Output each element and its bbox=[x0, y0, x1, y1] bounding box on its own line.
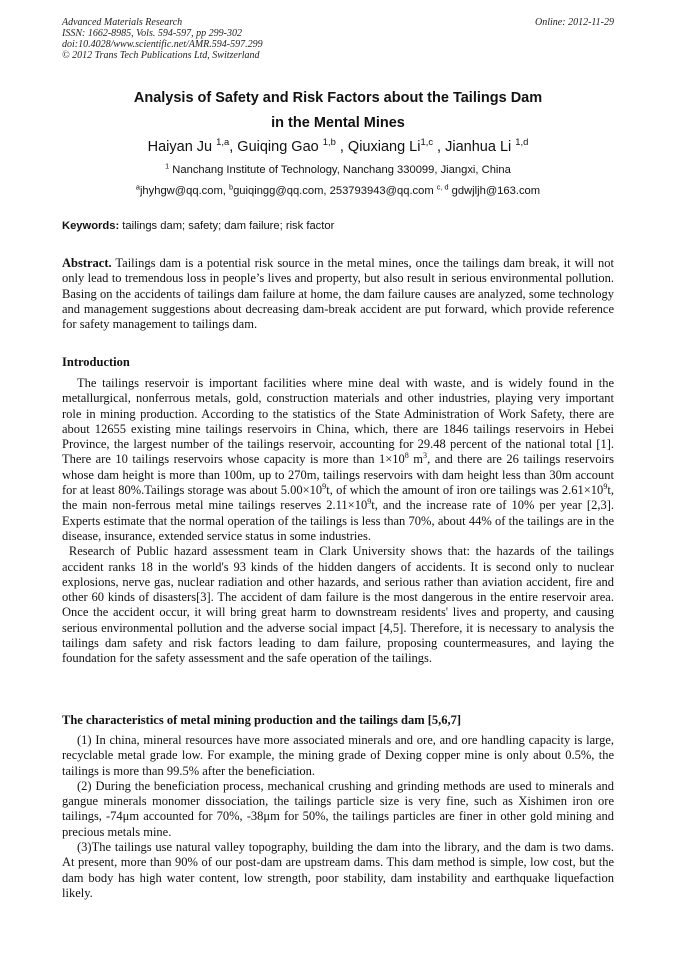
abstract-text: Tailings dam is a potential risk source in the metal mines, once the tailings dam break, it will not only lead to tremendous loss in people’s lives and property, but also result in serious environmental pollution. Basing on the accidents of tailings dam failure at home, the dam failure causes are analyzed, some technology and management suggestions about decreasing dam-break accident are put forward, which provide reference for safety management to tailings dam. bbox=[62, 256, 614, 332]
text-run: t, and the increase rate of 10% per year [2,3]. Experts estimate that the normal operation of the tailings is less than 70%, about 44% of the tailings are in the disease, insurance, extended service status in some industries. bbox=[62, 498, 614, 543]
author-list bbox=[62, 137, 614, 157]
paragraph: Research of Public hazard assessment team in Clark University shows that: the hazards of the tailings accident ranks 18 in the world's 93 kinds of the hidden dangers of accidents. It is second only to nuclear explosions, nerve gas, nuclear radiation and other hazards, and serious rather than aviation accident, fire and other 60 kinds of disasters[3]. The accident of dam failure is the most dangerous in the entire reservoir area. Once the accident occur, it will bring great harm to downstream residents' lives and property, and causing serious environmental pollution and the adverse social impact [4,5]. Therefore, it is necessary to analysis the tailings dam safety and risk factors leading to dam failure, proposing countermeasures, and laying the foundation for the safety assessment and the safe operation of the tailings. bbox=[62, 544, 614, 666]
text-run: The tailings reservoir is important facilities where mine deal with waste, and is widely found in the metallurgical, nonferrous metals, gold, construction materials and other industries, playing very important role in mining production. According to the statistics of the State Administration of Work Safety, there are about 12655 existing mine tailings reservoirs in China, which, there are 1846 tailings reservoirs in Hebei Province, the largest number of the tailings reservoir, accounting for 29.48 percent of the national total [1]. There are 10 tailings reservoirs whose capacity is more than 1×10 bbox=[62, 376, 614, 467]
doi-line: doi:10.4028/www.scientific.net/AMR.594-597.299 bbox=[62, 39, 263, 50]
affiliation bbox=[62, 163, 614, 177]
keywords bbox=[62, 219, 614, 233]
author-emails bbox=[62, 184, 614, 198]
copyright-line: © 2012 Trans Tech Publications Ltd, Switzerland bbox=[62, 50, 260, 61]
author-affiliation-mark: 1,b bbox=[322, 136, 336, 148]
superscript: 9 bbox=[603, 481, 608, 491]
email-text: gdwjljh@163.com bbox=[448, 185, 541, 197]
author-affiliation-mark: 1,a bbox=[216, 136, 230, 148]
paragraph: (1) In china, mineral resources have more associated minerals and ore, and ore handling capacity is large, recyclable metal grade low. For example, the mining grade of Dexing copper mine is only about 0.5%, the tailings is more than 99.5% after the beneficiation. bbox=[62, 733, 614, 778]
paper-title-line-2: in the Mental Mines bbox=[271, 115, 405, 131]
email-mark: c, d bbox=[436, 182, 449, 192]
superscript: 9 bbox=[322, 481, 327, 491]
paragraph: (2) During the beneficiation process, mechanical crushing and grinding methods are used to minerals and gangue minerals monomer dissociation, the tailings particle size is very fine, such as Xishimen iron ore tailings, -74μm accounted for 70%, -38μm for 50%, the tailings particles are finer in other gold mining and precious metals mine. bbox=[62, 778, 614, 839]
author-separator: , bbox=[335, 139, 348, 155]
author-separator: , bbox=[433, 139, 446, 155]
email-text: jhyhgw@qq.com, bbox=[139, 185, 230, 197]
author-affiliation-mark: 1,c bbox=[420, 136, 434, 148]
superscript: 9 bbox=[367, 497, 372, 507]
author-separator: , bbox=[229, 139, 238, 155]
journal-name: Advanced Materials Research bbox=[62, 17, 183, 28]
author-affiliation-mark: 1,d bbox=[515, 136, 529, 148]
keywords-label: Keywords: bbox=[62, 220, 120, 232]
author-name: Guiqing Gao bbox=[237, 139, 319, 155]
online-date: Online: 2012-11-29 bbox=[535, 17, 614, 28]
email-mark: b bbox=[229, 182, 234, 192]
paragraph bbox=[62, 376, 614, 544]
paragraph: (3)The tailings use natural valley topography, building the dam into the library, and the dam is two dams. At present, more than 90% of our post-dam are upstream dams. This dam method is simple, low cost, but the dam body has high water content, low strength, poor stability, dam instability and earthquake liquefaction likely. bbox=[62, 840, 614, 900]
characteristics-body bbox=[62, 733, 614, 901]
journal-header bbox=[62, 17, 442, 61]
section-heading-characteristics: The characteristics of metal mining production and the tailings dam [5,6,7] bbox=[62, 713, 462, 727]
paper-title-line-1: Analysis of Safety and Risk Factors about the Tailings Dam bbox=[133, 90, 543, 106]
abstract-label: Abstract. bbox=[62, 256, 112, 270]
text-run: t, the main non-ferrous metal mine tailings reserves 2.11×10 bbox=[62, 483, 614, 513]
superscript: 8 bbox=[404, 451, 409, 461]
affiliation-text: Nanchang Institute of Technology, Nanchang 330099, Jiangxi, China bbox=[169, 164, 511, 176]
email-text: guiqingg@qq.com, 253793943@qq.com bbox=[233, 185, 437, 197]
issn-line: ISSN: 1662-8985, Vols. 594-597, pp 299-302 bbox=[62, 28, 242, 39]
section-heading-introduction: Introduction bbox=[62, 355, 130, 369]
text-run: , and there are 26 tailings reservoirs whose dam height is more than 100m, up to 270m, tailings reservoirs with dam height less than 30m account for at least 80%.Tailings storage was about 5.00×10 bbox=[62, 452, 614, 498]
introduction-body bbox=[62, 376, 614, 667]
author-name: Jianhua Li bbox=[445, 139, 512, 155]
abstract bbox=[62, 256, 614, 332]
affiliation-mark: 1 bbox=[165, 161, 170, 171]
superscript: 3 bbox=[423, 451, 428, 461]
author-name: Haiyan Ju bbox=[147, 139, 213, 155]
keywords-text: tailings dam; safety; dam failure; risk factor bbox=[119, 220, 335, 232]
author-name: Qiuxiang Li bbox=[347, 139, 421, 155]
text-run: t, of which the amount of iron ore tailings was 2.61×10 bbox=[326, 483, 604, 498]
text-run: m bbox=[408, 452, 424, 467]
email-mark: a bbox=[135, 182, 140, 192]
